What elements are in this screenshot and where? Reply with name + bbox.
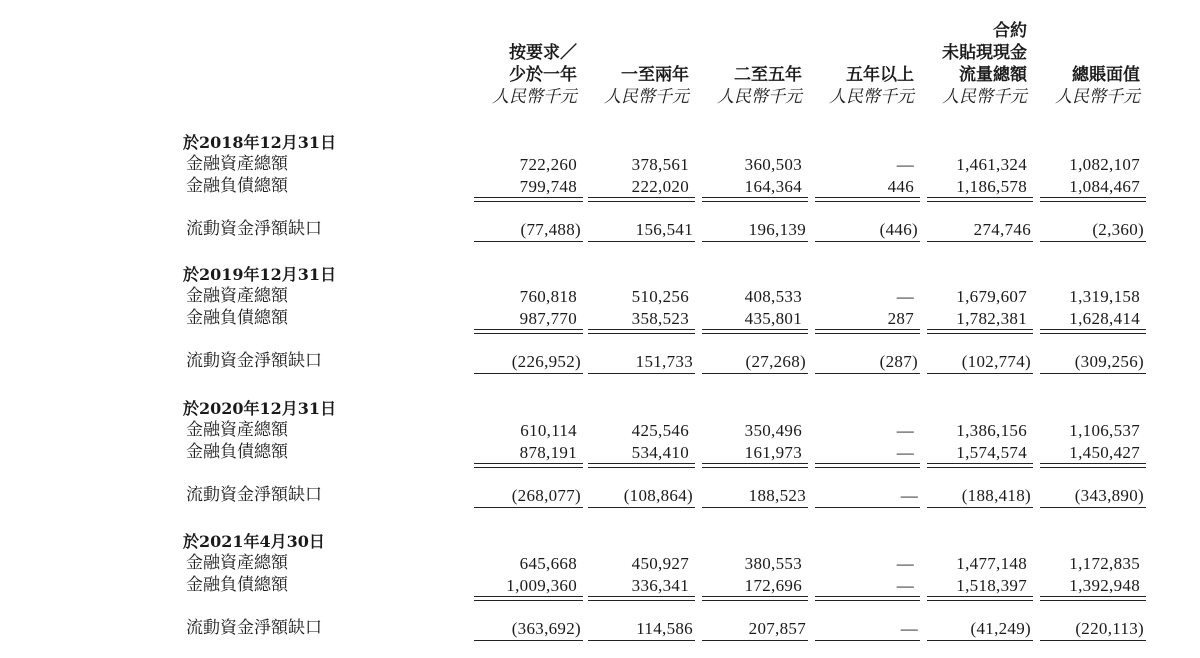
column-title-line: 五年以上 <box>846 65 914 85</box>
column-title-line: 合約 <box>993 21 1027 41</box>
total-cell: (268,077) <box>511 486 581 505</box>
table-cell: 164,364 <box>744 177 802 196</box>
table-cell: 1,082,107 <box>1069 155 1140 174</box>
total-cell: 114,586 <box>636 619 693 638</box>
subtotal-rule <box>702 197 808 198</box>
subtotal-rule <box>702 463 808 464</box>
total-underline <box>474 507 583 508</box>
section-title: 於2020年12月31日 <box>183 399 337 418</box>
row-label: 金融資產總額 <box>186 154 288 174</box>
subtotal-rule <box>927 197 1033 198</box>
total-underline <box>702 241 808 242</box>
total-underline <box>588 640 695 641</box>
total-underline <box>702 640 808 641</box>
subtotal-rule <box>1040 596 1146 597</box>
total-cell: 188,523 <box>748 486 806 505</box>
subtotal-rule <box>474 463 583 464</box>
table-cell: 378,561 <box>631 155 689 174</box>
table-cell: — <box>896 155 914 174</box>
table-cell: 1,319,158 <box>1069 287 1140 306</box>
table-cell: 350,496 <box>744 421 802 440</box>
table-cell: 1,172,835 <box>1069 554 1140 573</box>
table-cell: 435,801 <box>744 309 802 328</box>
subtotal-rule <box>815 467 920 468</box>
table-cell: 1,679,607 <box>956 287 1027 306</box>
subtotal-rule <box>927 596 1033 597</box>
subtotal-rule <box>1040 201 1146 202</box>
subtotal-rule <box>815 596 920 597</box>
subtotal-rule <box>588 600 695 601</box>
table-cell: 1,106,537 <box>1069 421 1140 440</box>
subtotal-rule <box>474 201 583 202</box>
total-cell: 196,139 <box>748 220 806 239</box>
row-label: 金融資產總額 <box>186 553 288 573</box>
total-underline <box>927 241 1033 242</box>
row-label: 金融負債總額 <box>186 575 288 595</box>
column-title-line: 一至兩年 <box>621 65 689 85</box>
row-label: 金融資產總額 <box>186 286 288 306</box>
table-cell: 360,503 <box>744 155 802 174</box>
table-cell: 380,553 <box>744 554 802 573</box>
table-cell: 336,341 <box>631 576 689 595</box>
subtotal-rule <box>1040 197 1146 198</box>
total-cell: (220,113) <box>1075 619 1144 638</box>
subtotal-rule <box>474 600 583 601</box>
column-unit: 人民幣千元 <box>492 87 577 107</box>
column-title-line: 總賬面值 <box>1072 65 1140 85</box>
table-cell: 1,518,397 <box>956 576 1027 595</box>
subtotal-rule <box>474 467 583 468</box>
total-cell: (41,249) <box>970 619 1031 638</box>
total-cell: (343,890) <box>1074 486 1144 505</box>
total-cell: 151,733 <box>635 352 693 371</box>
total-cell: (226,952) <box>511 352 581 371</box>
table-cell: 760,818 <box>519 287 577 306</box>
total-cell: (27,268) <box>745 352 806 371</box>
subtotal-rule <box>927 333 1033 334</box>
row-label: 金融負債總額 <box>186 176 288 196</box>
subtotal-rule <box>927 201 1033 202</box>
column-unit: 人民幣千元 <box>1055 87 1140 107</box>
total-cell: (108,864) <box>623 486 693 505</box>
table-cell: 1,009,360 <box>506 576 577 595</box>
column-unit: 人民幣千元 <box>717 87 802 107</box>
total-underline <box>815 507 920 508</box>
table-cell: 425,546 <box>631 421 689 440</box>
table-cell: 1,477,148 <box>956 554 1027 573</box>
subtotal-rule <box>702 600 808 601</box>
table-cell: 172,696 <box>744 576 802 595</box>
subtotal-rule <box>1040 463 1146 464</box>
table-cell: 1,574,574 <box>956 443 1027 462</box>
table-cell: 1,628,414 <box>1069 309 1140 328</box>
subtotal-rule <box>927 329 1033 330</box>
table-cell: 1,392,948 <box>1069 576 1140 595</box>
total-underline <box>588 241 695 242</box>
table-cell: 450,927 <box>631 554 689 573</box>
total-underline <box>1040 507 1146 508</box>
table-cell: 161,973 <box>744 443 802 462</box>
total-cell: 156,541 <box>635 220 693 239</box>
total-cell: (446) <box>879 220 918 239</box>
total-cell: (363,692) <box>511 619 581 638</box>
column-title-line: 按要求／ <box>509 43 577 63</box>
table-cell: 610,114 <box>520 421 577 440</box>
total-row-label: 流動資金淨額缺口 <box>186 618 322 638</box>
table-cell: — <box>896 287 914 306</box>
table-cell: 358,523 <box>631 309 689 328</box>
total-underline <box>474 241 583 242</box>
table-cell: — <box>896 443 914 462</box>
total-underline <box>588 507 695 508</box>
total-row-label: 流動資金淨額缺口 <box>186 351 322 371</box>
section-title: 於2021年4月30日 <box>183 532 325 551</box>
total-underline <box>1040 241 1146 242</box>
subtotal-rule <box>474 333 583 334</box>
column-title-line: 少於一年 <box>509 65 577 85</box>
total-underline <box>702 507 808 508</box>
table-cell: — <box>896 421 914 440</box>
subtotal-rule <box>1040 329 1146 330</box>
total-underline <box>1040 373 1146 374</box>
subtotal-rule <box>702 201 808 202</box>
table-cell: 645,668 <box>519 554 577 573</box>
subtotal-rule <box>588 463 695 464</box>
table-cell: 722,260 <box>519 155 577 174</box>
total-cell: — <box>900 619 918 638</box>
subtotal-rule <box>588 197 695 198</box>
table-cell: 222,020 <box>631 177 689 196</box>
subtotal-rule <box>702 467 808 468</box>
total-cell: (2,360) <box>1092 220 1144 239</box>
row-label: 金融負債總額 <box>186 308 288 328</box>
row-label: 金融負債總額 <box>186 442 288 462</box>
table-cell: 878,191 <box>519 443 577 462</box>
table-cell: 799,748 <box>519 177 577 196</box>
total-row-label: 流動資金淨額缺口 <box>186 485 322 505</box>
total-cell: (287) <box>879 352 918 371</box>
table-cell: 287 <box>887 309 914 328</box>
subtotal-rule <box>815 197 920 198</box>
row-label: 金融資產總額 <box>186 420 288 440</box>
subtotal-rule <box>815 329 920 330</box>
column-header-c6 <box>1000 64 1140 108</box>
subtotal-rule <box>1040 600 1146 601</box>
table-cell: — <box>896 554 914 573</box>
table-cell: 510,256 <box>631 287 689 306</box>
subtotal-rule <box>1040 467 1146 468</box>
subtotal-rule <box>588 329 695 330</box>
table-cell: 408,533 <box>744 287 802 306</box>
subtotal-rule <box>927 463 1033 464</box>
table-cell: 1,461,324 <box>956 155 1027 174</box>
column-unit: 人民幣千元 <box>829 87 914 107</box>
total-underline <box>474 373 583 374</box>
total-underline <box>815 373 920 374</box>
total-cell: 274,746 <box>973 220 1031 239</box>
table-cell: — <box>896 576 914 595</box>
total-underline <box>815 241 920 242</box>
total-underline <box>927 507 1033 508</box>
column-unit: 人民幣千元 <box>604 87 689 107</box>
total-underline <box>815 640 920 641</box>
total-underline <box>927 373 1033 374</box>
subtotal-rule <box>702 329 808 330</box>
section-title: 於2018年12月31日 <box>183 133 337 152</box>
table-cell: 534,410 <box>631 443 689 462</box>
table-cell: 987,770 <box>519 309 577 328</box>
total-row-label: 流動資金淨額缺口 <box>186 219 322 239</box>
subtotal-rule <box>474 596 583 597</box>
subtotal-rule <box>927 467 1033 468</box>
subtotal-rule <box>815 333 920 334</box>
total-underline <box>1040 640 1146 641</box>
subtotal-rule <box>1040 333 1146 334</box>
total-cell: (102,774) <box>961 352 1031 371</box>
total-cell: — <box>900 486 918 505</box>
total-underline <box>927 640 1033 641</box>
column-title-line: 流量總額 <box>959 65 1027 85</box>
subtotal-rule <box>927 600 1033 601</box>
subtotal-rule <box>588 596 695 597</box>
total-cell: (309,256) <box>1074 352 1144 371</box>
total-underline <box>588 373 695 374</box>
subtotal-rule <box>815 201 920 202</box>
column-unit: 人民幣千元 <box>942 87 1027 107</box>
subtotal-rule <box>588 201 695 202</box>
column-title-line: 未貼現現金 <box>942 43 1027 63</box>
section-title: 於2019年12月31日 <box>183 265 337 284</box>
total-cell: (77,488) <box>520 220 581 239</box>
total-underline <box>474 640 583 641</box>
column-title-line: 二至五年 <box>734 65 802 85</box>
total-cell: (188,418) <box>961 486 1031 505</box>
table-cell: 1,386,156 <box>956 421 1027 440</box>
subtotal-rule <box>588 333 695 334</box>
subtotal-rule <box>474 329 583 330</box>
subtotal-rule <box>702 333 808 334</box>
total-underline <box>702 373 808 374</box>
table-cell: 446 <box>887 177 914 196</box>
subtotal-rule <box>474 197 583 198</box>
table-cell: 1,186,578 <box>956 177 1027 196</box>
total-cell: 207,857 <box>748 619 806 638</box>
table-cell: 1,782,381 <box>956 309 1027 328</box>
table-cell: 1,084,467 <box>1069 177 1140 196</box>
subtotal-rule <box>815 600 920 601</box>
subtotal-rule <box>588 467 695 468</box>
subtotal-rule <box>702 596 808 597</box>
table-cell: 1,450,427 <box>1069 443 1140 462</box>
subtotal-rule <box>815 463 920 464</box>
